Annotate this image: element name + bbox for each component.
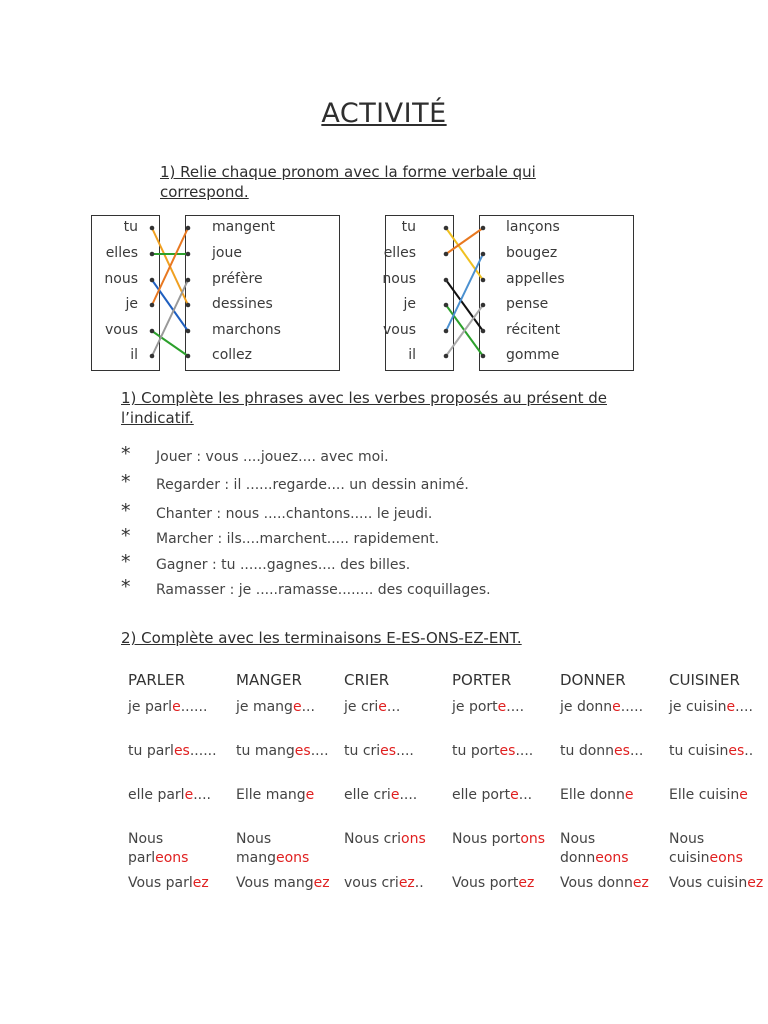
verb-ending: ez [518,875,535,891]
connector-dot[interactable] [150,329,155,334]
verb-stem: elle parl [128,787,185,803]
verb-ending: ez [747,875,764,891]
column-header: MANGER [236,671,302,689]
conjugation-cell[interactable] [560,786,660,805]
pronoun-vous[interactable]: vous [382,322,416,338]
verb-stem: elle cri [344,787,391,803]
conjugation-cell[interactable] [344,742,444,761]
connector-dot[interactable] [150,354,155,359]
verb-stem: Nous port [452,831,521,847]
verb-stem: Vous mang [236,875,314,891]
exercise-2-instruction [121,388,666,428]
verb-ending: e [305,787,315,803]
connector-dot[interactable] [186,354,191,359]
pronoun-nous[interactable]: nous [104,271,138,287]
conjugation-cell[interactable] [560,874,660,893]
connector-dot[interactable] [481,278,486,283]
dots: ... [301,699,315,715]
conjugation-cell[interactable] [236,742,336,761]
verb-ending: e [739,787,748,803]
exercise-1-text: 1) Relie chaque pronom avec la forme verbale qui correspond. [160,163,536,201]
verb-ending: e [510,787,519,803]
pronoun-elles[interactable]: elles [383,245,416,261]
conjugation-cell[interactable] [452,742,552,761]
dots: .... [515,743,534,759]
verb-stem: vous cri [344,875,399,891]
verb-option[interactable]: préfère [212,271,263,287]
conjugation-cell[interactable] [128,698,228,717]
verb-ending: e [497,699,507,715]
verb-stem: Vous parl [128,875,193,891]
verb-option[interactable]: marchons [212,322,281,338]
verb-ending: ons [520,831,546,847]
matching-lines [0,0,768,400]
verb-ending: ons [401,831,426,847]
verb-stem: tu cuisin [669,743,729,759]
sentence-item: Chanter : nous .....chantons..... le jeudi. [156,506,433,522]
verb-ending: ez [398,875,415,891]
verb-option[interactable]: bougez [506,245,558,261]
conjugation-cell[interactable] [452,830,552,849]
connector-dot[interactable] [444,252,449,257]
dots: ... [629,743,644,759]
verb-ending: e [378,699,387,715]
column-header: PORTER [452,671,512,689]
match-line [446,280,483,331]
verb-ending: eons [275,850,310,866]
exercise-3-text: 2) Complète avec les terminaisons E-ES-ONS-EZ-ENT. [121,629,522,647]
verb-option[interactable]: récitent [506,322,561,338]
sentence-item: Jouer : vous ....jouez.... avec moi. [156,449,389,465]
bullet-star: * [121,551,131,573]
conjugation-cell[interactable] [669,698,768,717]
connector-dot[interactable] [186,329,191,334]
column-header: CRIER [344,671,390,689]
verb-option[interactable]: appelles [506,271,565,287]
verb-ending: e [172,699,181,715]
connector-dot[interactable] [186,252,191,257]
verb-stem: tu cri [344,743,381,759]
pronoun-il[interactable]: il [130,347,138,363]
verb-ending: e [726,699,736,715]
verb-stem: Nous cri [344,831,401,847]
sentence-item: Marcher : ils....marchent..... rapidement. [156,531,440,547]
sentence-item: Regarder : il ......regarde.... un dessin animé. [156,477,469,493]
verb-ending: eons [155,850,189,866]
verb-stem: je parl [128,699,173,715]
pronoun-il[interactable]: il [408,347,416,363]
connector-dot[interactable] [444,278,449,283]
conjugation-cell[interactable] [128,786,228,805]
verb-stem: tu parl [128,743,174,759]
match-line [446,228,483,254]
verb-stem: tu donn [560,743,615,759]
sentence-item: Gagner : tu ......gagnes.... des billes. [156,557,411,573]
dots: .... [735,699,753,715]
conjugation-cell[interactable] [344,698,444,717]
connector-dot[interactable] [444,303,449,308]
conjugation-cell[interactable] [452,874,552,893]
verb-ending: es [499,743,516,759]
pronoun-je[interactable]: je [125,296,138,312]
verb-stem: je cuisin [669,699,727,715]
verb-stem: Nous parl [128,831,164,866]
column-header: DONNER [560,671,626,689]
conjugation-cell[interactable] [128,874,228,893]
verb-ending: e [292,699,302,715]
verb-ending: es [614,743,630,759]
verb-option[interactable]: gomme [506,347,560,363]
verb-ending: es [728,743,745,759]
verb-option[interactable]: mangent [212,219,275,235]
verb-stem: Vous donn [560,875,633,891]
verb-option[interactable]: collez [212,347,253,363]
verb-stem: elle port [452,787,511,803]
connector-dot[interactable] [481,303,486,308]
conjugation-cell[interactable] [452,786,552,805]
conjugation-cell[interactable] [236,786,336,805]
conjugation-cell[interactable] [560,742,660,761]
exercise-2-text: 1) Complète les phrases avec les verbes proposés au présent de l’indicatif. [121,389,607,427]
dots: .... [193,787,212,803]
conjugation-cell[interactable] [669,786,768,805]
connector-dot[interactable] [186,226,191,231]
conjugation-cell[interactable] [452,698,552,717]
dots: ... [386,699,401,715]
verb-ending: ez [632,875,649,891]
sentence-item: Ramasser : je .....ramasse........ des coquillages. [156,582,491,598]
conjugation-cell[interactable] [128,830,228,868]
verb-ending: e [624,787,634,803]
verb-stem: je mang [236,699,293,715]
verb-stem: tu mang [236,743,295,759]
dots: ... [518,787,533,803]
connector-dot[interactable] [150,303,155,308]
conjugation-cell[interactable] [560,830,660,868]
page-title: ACTIVITÉ [321,98,447,129]
dots: ...... [189,743,217,759]
verb-ending: es [173,743,190,759]
match-line [446,228,483,280]
verb-stem: je cri [344,699,379,715]
verb-ending: es [380,743,397,759]
pronoun-tu[interactable]: tu [123,219,138,235]
bullet-star: * [121,443,131,465]
conjugation-cell[interactable] [128,742,228,761]
verb-stem: Vous port [452,875,519,891]
connector-dot[interactable] [150,252,155,257]
dots: ...... [180,699,208,715]
match-line [152,280,188,331]
verb-stem: Vous cuisin [669,875,748,891]
pronoun-tu[interactable]: tu [401,219,416,235]
connector-dot[interactable] [481,252,486,257]
connector-dot[interactable] [444,354,449,359]
conjugation-cell[interactable] [560,698,660,717]
connector-dot[interactable] [186,303,191,308]
conjugation-cell[interactable] [344,874,444,893]
dots: .... [396,743,414,759]
bullet-star: * [121,576,131,598]
verb-stem: je port [452,699,498,715]
connector-dot[interactable] [150,278,155,283]
dots: ..... [620,699,644,715]
verb-ending: e [390,787,400,803]
conjugation-cell[interactable] [344,830,444,849]
exercise-3-instruction [121,628,721,648]
verb-stem: Nous donn [560,831,596,866]
match-line [446,254,483,331]
verb-stem: Elle cuisin [669,787,740,803]
verb-ending: eons [709,850,743,866]
conjugation-cell[interactable] [344,786,444,805]
conjugation-cell[interactable] [669,830,768,868]
dots: .... [399,787,418,803]
column-header: PARLER [128,671,186,689]
verb-option[interactable]: pense [506,296,549,312]
pronoun-elles[interactable]: elles [105,245,138,261]
verb-ending: es [294,743,311,759]
verb-stem: Elle donn [560,787,625,803]
verb-ending: eons [595,850,629,866]
verb-ending: e [612,699,621,715]
connector-dot[interactable] [481,329,486,334]
dots: .. [414,875,424,891]
verb-ending: ez [192,875,209,891]
pronoun-nous[interactable]: nous [382,271,416,287]
verb-stem: Elle mang [236,787,306,803]
connector-dot[interactable] [186,278,191,283]
verb-stem: je donn [560,699,613,715]
column-header: CUISINER [669,671,740,689]
bullet-star: * [121,500,131,522]
connector-dot[interactable] [444,329,449,334]
connector-dot[interactable] [444,226,449,231]
connector-dot[interactable] [150,226,155,231]
pronoun-vous[interactable]: vous [104,322,138,338]
pronoun-je[interactable]: je [403,296,416,312]
verb-option[interactable]: lançons [506,219,560,235]
conjugation-cell[interactable] [236,874,336,893]
dots: .. [744,743,754,759]
verb-stem: Nous cuisin [669,831,710,866]
verb-ending: ez [313,875,330,891]
verb-stem: tu port [452,743,500,759]
dots: .... [506,699,525,715]
connector-dot[interactable] [481,354,486,359]
connector-dot[interactable] [481,226,486,231]
verb-ending: e [184,787,194,803]
verb-stem: Nous mang [236,831,276,866]
bullet-star: * [121,525,131,547]
conjugation-cell[interactable] [236,698,336,717]
verb-option[interactable]: joue [212,245,242,261]
verb-option[interactable]: dessines [212,296,273,312]
conjugation-cell[interactable] [669,874,768,893]
conjugation-cell[interactable] [669,742,768,761]
bullet-star: * [121,471,131,493]
dots: .... [310,743,329,759]
conjugation-cell[interactable] [236,830,336,868]
